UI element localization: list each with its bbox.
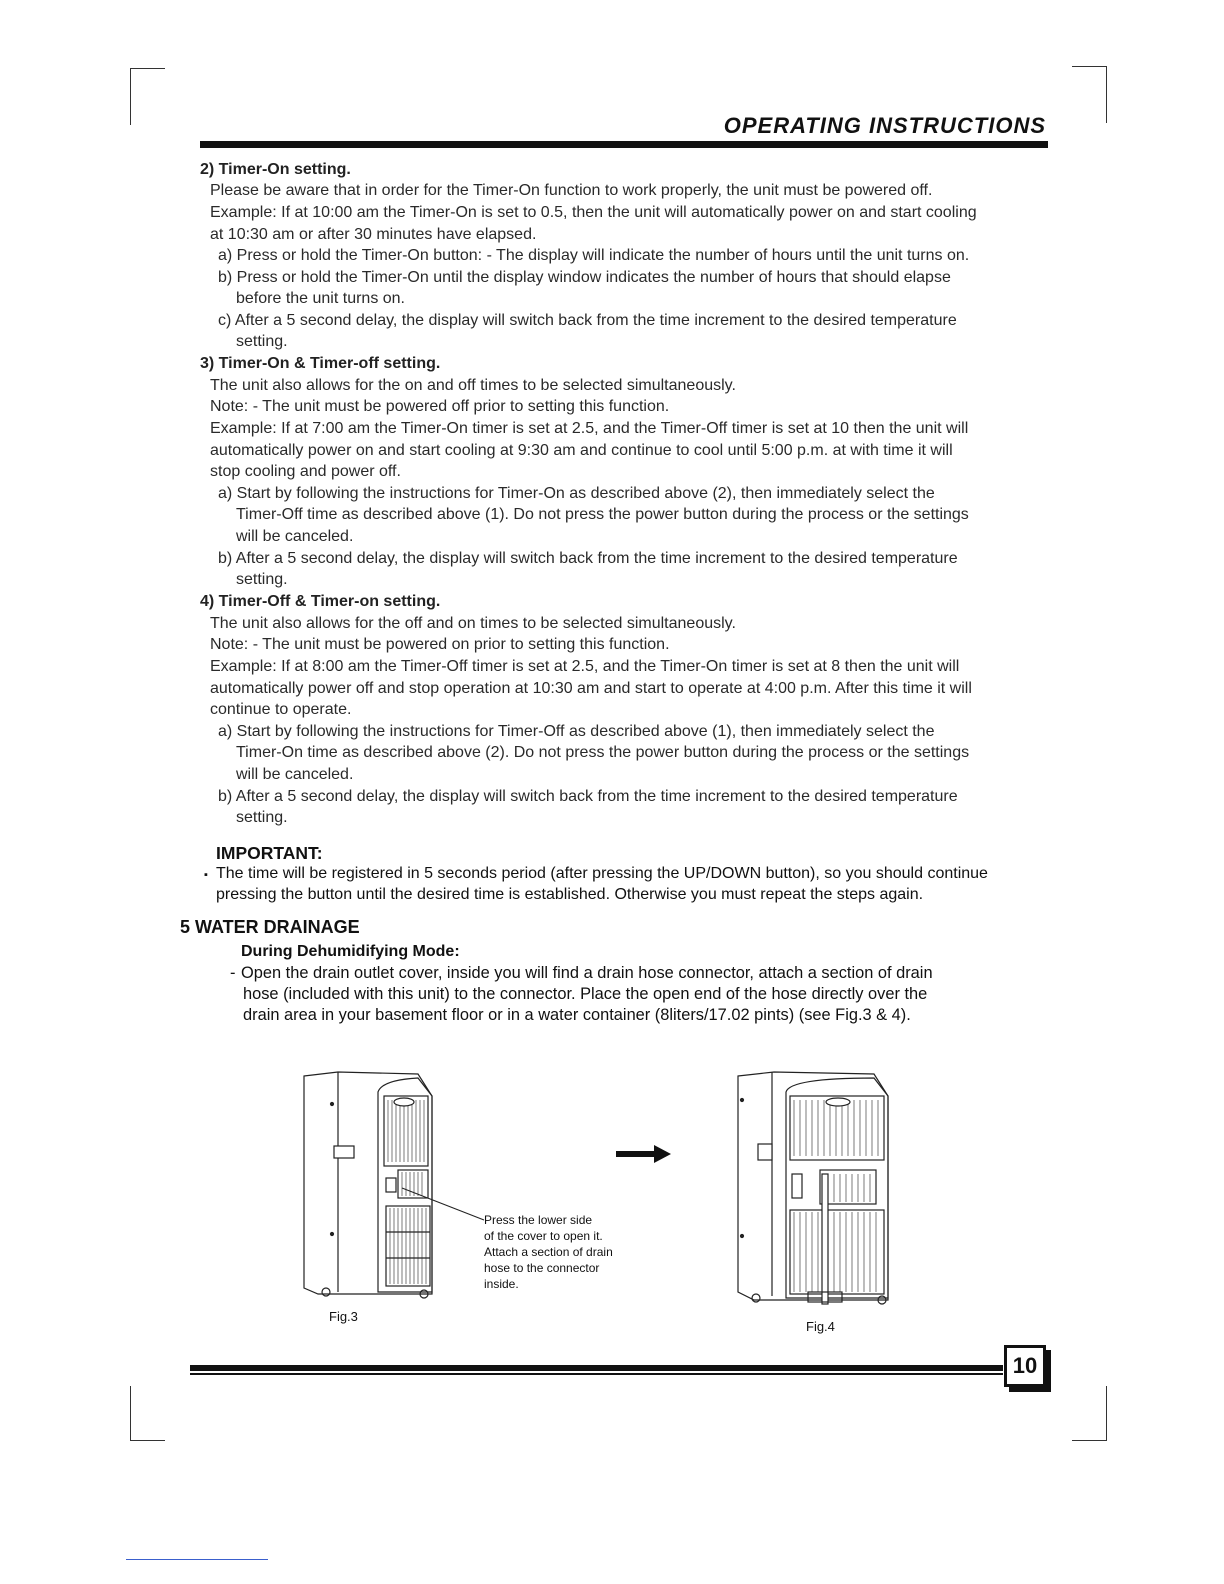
fig3-caption [484,1212,613,1292]
text-line: at 10:30 am or after 30 minutes have elapsed. [210,226,537,243]
bullet-icon: ▪ [204,869,208,881]
text-line: Timer-Off time as described above (1). Do not press the power button during the process or the settings [236,506,969,523]
caption-line: inside. [484,1277,519,1291]
text-line: pressing the button until the desired time is established. Otherwise you must repeat the steps again. [216,886,924,903]
section-heading: 5 WATER DRAINAGE [180,917,360,937]
crop-mark-bottom-right [1072,1386,1107,1441]
text-line: c) After a 5 second delay, the display will switch back from the time increment to the desired temperature [218,312,957,329]
arrow-right-icon [616,1144,672,1164]
text-line: automatically power off and stop operation at 10:30 am and start to operate at 4:00 p.m. After this time it will [210,680,972,697]
section-heading: 3) Timer-On & Timer-off setting. [200,355,441,372]
text-line: drain area in your basement floor or in a water container (8liters/17.02 pints) (see Fig.3 & 4). [243,1006,911,1024]
section-heading: 4) Timer-Off & Timer-on setting. [200,593,441,610]
text-line: Note: - The unit must be powered on prior to setting this function. [210,636,670,653]
bottom-link-underline [126,1559,268,1560]
page-number: 10 [1004,1345,1046,1387]
caption-line: Attach a section of drain [484,1245,613,1259]
crop-mark-top-left [130,68,165,125]
text-line: b) Press or hold the Timer-On until the display window indicates the number of hours that should elapse [218,269,951,286]
footer-rule-thin [190,1373,1003,1375]
text-line: hose (included with this unit) to the connector. Place the open end of the hose directly over the [243,985,928,1003]
text-line: before the unit turns on. [236,290,405,307]
text-line: b) After a 5 second delay, the display will switch back from the time increment to the desired temperature [218,550,958,567]
crop-mark-bottom-left [130,1386,165,1441]
text-line: will be canceled. [236,528,354,545]
section-heading: 2) Timer-On setting. [200,161,351,178]
text-line: Example: If at 7:00 am the Timer-On timer is set at 2.5, and the Timer-Off timer is set at 10 then the unit will [210,420,969,437]
section-subheading: During Dehumidifying Mode: [241,943,460,960]
text-line: Please be aware that in order for the Timer-On function to work properly, the unit must be powered off. [210,182,933,199]
text-line: a) Start by following the instructions for Timer-Off as described above (1), then immediately select the [218,723,935,740]
caption-line: hose to the connector [484,1261,600,1275]
text-line: stop cooling and power off. [210,463,401,480]
text-line: The unit also allows for the off and on times to be selected simultaneously. [210,615,736,632]
important-heading: IMPORTANT: [216,843,323,863]
text-line: The unit also allows for the on and off times to be selected simultaneously. [210,377,736,394]
caption-line: of the cover to open it. [484,1229,603,1243]
text-line: Timer-On time as described above (2). Do not press the power button during the process or the settings [236,744,970,761]
page-title: OPERATING INSTRUCTIONS [723,113,1046,138]
text-line: Note: - The unit must be powered off prior to setting this function. [210,398,670,415]
text-line: setting. [236,333,288,350]
text-line: a) Press or hold the Timer-On button: - The display will indicate the number of hours until the unit turns on. [218,247,970,264]
footer-rule [190,1365,1003,1371]
text-line: Example: If at 8:00 am the Timer-Off timer is set at 2.5, and the Timer-On timer is set at 8 then the unit will [210,658,960,675]
text-line: The time will be registered in 5 seconds period (after pressing the UP/DOWN button), so you should continue [216,865,988,882]
text-line: setting. [236,809,288,826]
text-line: continue to operate. [210,701,352,718]
text-line: setting. [236,571,288,588]
text-line: automatically power on and start cooling at 9:30 am and continue to cool until 5:00 p.m. at with time it will [210,442,953,459]
fig3-label: Fig.3 [329,1309,358,1324]
leader-line [400,1180,490,1224]
text-line: a) Start by following the instructions for Timer-On as described above (2), then immediately select the [218,485,935,502]
fig4-label: Fig.4 [806,1319,835,1334]
dash-icon: - [230,964,236,982]
text-line: will be canceled. [236,766,354,783]
crop-mark-top-right [1072,66,1107,123]
text-line: b) After a 5 second delay, the display will switch back from the time increment to the desired temperature [218,788,958,805]
caption-line: Press the lower side [484,1213,593,1227]
header-rule [200,141,1048,148]
fig4-illustration [734,1066,896,1310]
text-line: Example: If at 10:00 am the Timer-On is set to 0.5, then the unit will automatically power on and start cooling [210,204,977,221]
text-line: Open the drain outlet cover, inside you will find a drain hose connector, attach a section of drain [241,964,933,982]
